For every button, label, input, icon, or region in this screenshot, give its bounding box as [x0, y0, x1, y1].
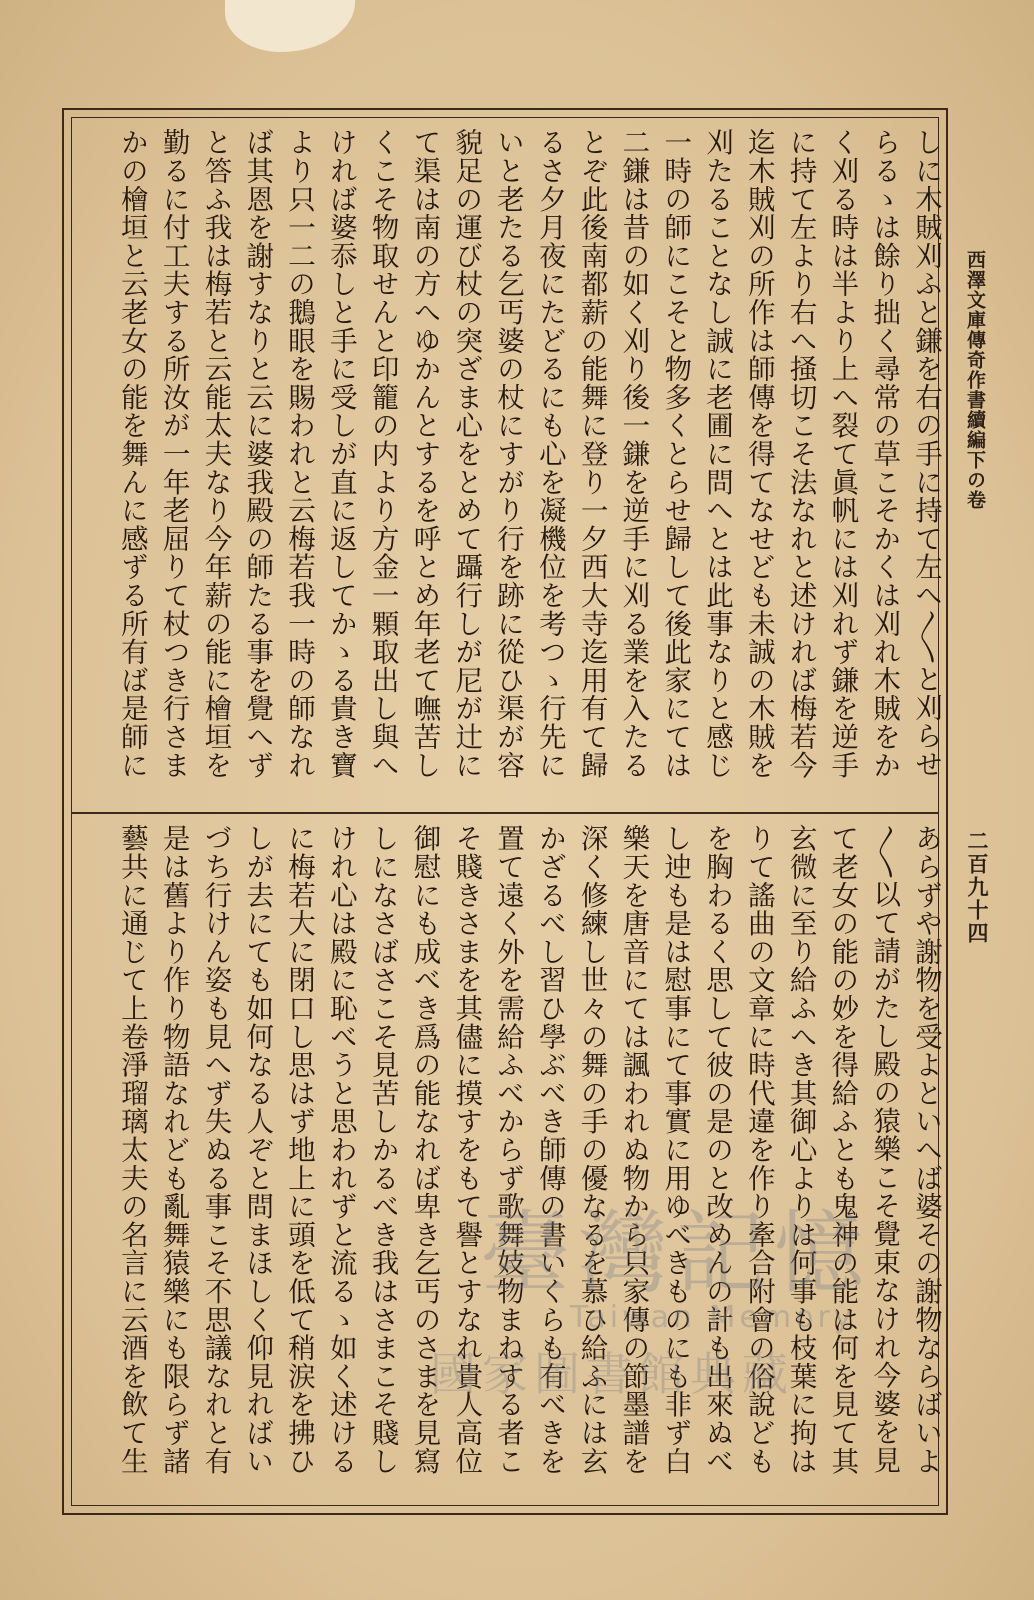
page-number: 二百九十四: [965, 830, 990, 945]
text-column: らるゝは餘り拙く尋常の草こそかくは刈れ木賊をか: [868, 128, 901, 779]
text-column: し迚も是は慰事にて事實に用ゆべきものにも非ず白: [659, 824, 692, 1475]
text-column: より只一二の鵝眼を賜われと云梅若我一時の師なれ: [283, 128, 316, 779]
text-column: に梅若大に閉口し思はず地上に頭を低て稍涙を拂ひ: [283, 824, 316, 1475]
text-column: を胸わるく思して彼の是のと改めんの計も出來ぬべ: [701, 824, 734, 1475]
text-column: 置て遠く外を需給ふべからず歌舞妓物まねする者こ: [492, 824, 525, 1475]
text-column: 御慰にも成べき爲の能なれば卑き乞丐のさまを見寫: [408, 824, 441, 1475]
text-column: けれ心は殿に恥べうと思われずと流るゝ如く述ける: [324, 824, 357, 1475]
text-column: るさ夕月夜にたどるにも心を凝機位を考つゝ行先に: [533, 128, 566, 779]
text-column: かの檜垣と云老女の能を舞んに感ずる所有ば是師に: [115, 128, 148, 779]
upper-text-block: [84, 128, 946, 800]
text-column: 樂天を唐音にては諷われぬ物から只家傳の節墨譜を: [617, 824, 650, 1475]
running-header-title: 西澤文庫傳奇作書續編下の卷: [964, 250, 986, 510]
text-column: 玄微に至り給ふへき其御心よりは何事も枝葉に拘は: [784, 824, 817, 1475]
text-column: 勤るに付工夫する所汝が一年老屈りて杖つき行さま: [157, 128, 190, 779]
text-column: 一時の師にこそと物多くとらせ歸して後此家にては: [659, 128, 692, 779]
text-column: 刈たることなし誠に老圃に問へとは此事なりと感じ: [701, 128, 734, 779]
text-column: りて謠曲の文章に時代違を作り牽合附會の俗說ども: [742, 824, 775, 1475]
text-column: 是は舊より作り物語なれども亂舞猿樂にも限らず諸: [157, 824, 190, 1475]
text-column: 二鎌は昔の如く刈り後一鎌を逆手に刈る業を入たる: [617, 128, 650, 779]
text-column: 藝共に通じて上卷淨瑠璃太夫の名言に云酒を飲て生: [115, 824, 148, 1475]
text-column: 貌足の運び杖の突ざま心をとめて躡行しが尼が辻に: [450, 128, 483, 779]
text-column: とぞ此後南都薪の能舞に登り一夕西大寺迄用有て歸: [575, 128, 608, 779]
text-column: て渠は南の方へゆかんとするを呼とめ年老て嘸苦し: [408, 128, 441, 779]
watermark-latin-text: Taiwan Memory: [570, 1300, 856, 1335]
text-column: て老女の能の妙を得給ふとも鬼神の能は何を見て其: [826, 824, 859, 1475]
torn-corner: [225, 0, 355, 52]
watermark-main-text: 臺灣記憶: [480, 1201, 872, 1306]
text-column: ば其恩を謝すなりと云に婆我殿の師たる事を覺へず: [241, 128, 274, 779]
text-column: しに木賊刈ふと鎌を右の手に持て左へ〳〵と刈らせ: [910, 128, 942, 779]
text-column: そ賤きさまを其儘に摸すをもて譽とすなれ貴人高位: [450, 824, 483, 1475]
text-column: あらずや謝物を受よといへば婆その謝物ならばいよ: [910, 824, 942, 1475]
text-column: く刈る時は半より上へ裂て眞帆には刈れず鎌を逆手: [826, 128, 859, 779]
text-column: 〳〵以て請がたし殿の猿樂こそ覺束なけれ今婆を見: [868, 824, 901, 1475]
text-column: くこそ物取せんと印籠の内より方金一顆取出し與へ: [366, 128, 399, 779]
text-column: しが去にても如何なる人ぞと問まほしく仰見ればい: [241, 824, 274, 1475]
text-column: いと老たる乞丐婆の杖にすがり行を跡に從ひ渠が容: [492, 128, 525, 779]
lower-text-block: [84, 824, 946, 1494]
text-column: づち行けん姿も見へず失ぬる事こそ不思議なれと有: [199, 824, 232, 1475]
watermark-sub-text: 國家圖書館典藏: [430, 1347, 794, 1401]
text-column: 迄木賊刈の所作は師傳を得てなせども未誠の木賊を: [742, 128, 775, 779]
text-column: ければ婆忝しと手に受しが直に返してかゝる貴き寶: [324, 128, 357, 779]
text-column: かざるべし習ひ學ぶべき師傳の書いくらも有べきを: [533, 824, 566, 1475]
text-column: しになさばさこそ見苦しかるべき我はさまこそ賤し: [366, 824, 399, 1475]
middle-divider: [71, 812, 939, 814]
text-column: と答ふ我は梅若と云能太夫なり今年薪の能に檜垣を: [199, 128, 232, 779]
text-column: に持て左より右へ掻切こそ法なれと述ければ梅若今: [784, 128, 817, 779]
text-column: 深く修練し世々の舞の手の優なるを慕ひ給ふには玄: [575, 824, 608, 1475]
